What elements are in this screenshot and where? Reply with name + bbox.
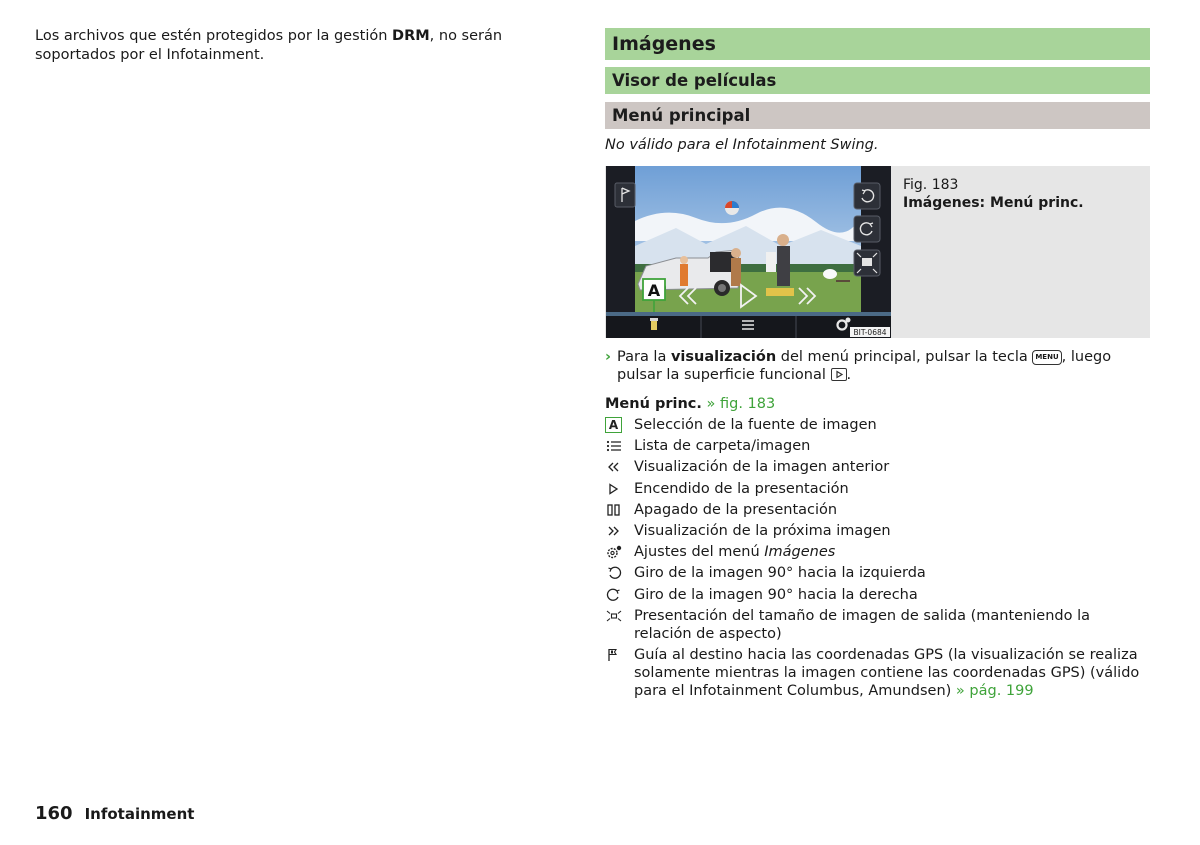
- item-emphasis: Imágenes: [764, 544, 836, 561]
- section-heading-visor: Visor de películas: [605, 67, 1150, 94]
- menu-fig-ref[interactable]: » fig. 183: [701, 396, 776, 412]
- instruction-text-1: Para la: [617, 349, 671, 365]
- item-text: Lista de carpeta/imagen: [634, 438, 811, 455]
- a-marker-icon: A: [605, 417, 622, 433]
- figure-caption: [903, 176, 1084, 212]
- figure-183: [605, 166, 1150, 338]
- menu-key-icon: MENU: [1032, 350, 1061, 365]
- item-text: Giro de la imagen 90° hacia la derecha: [634, 586, 918, 603]
- item-text: Encendido de la presentación: [634, 480, 849, 497]
- item-text: Giro de la imagen 90° hacia la izquierda: [634, 565, 926, 582]
- list-item: [605, 458, 1150, 476]
- instruction-end: .: [846, 367, 852, 383]
- instruction-bold: visualización: [670, 349, 777, 365]
- marker-a-label: A: [647, 281, 661, 300]
- rotate-right-icon: [605, 588, 623, 602]
- item-text: Guía al destino hacia las coordenadas GPS (la visualización se realiza solamente mientras la imagen contiene las coordenadas GPS) (válido para el Infotainment Columbus, Amundsen): [634, 646, 1140, 699]
- instruction-step: [605, 348, 1150, 384]
- list-item: [605, 607, 1150, 643]
- list-item: [605, 543, 1150, 561]
- page-footer: [35, 804, 194, 824]
- right-column: [605, 28, 1150, 703]
- list-item: [605, 586, 1150, 604]
- item-text: Visualización de la próxima imagen: [634, 522, 891, 539]
- section-heading-menu: Menú principal: [605, 102, 1150, 129]
- fit-icon: [605, 609, 623, 623]
- figure-number: Fig. 183: [903, 177, 959, 193]
- pause-icon: [605, 503, 623, 517]
- item-text: Selección de la fuente de imagen: [634, 417, 877, 433]
- drm-text-1: Los archivos que estén protegidos por la gestión: [35, 28, 393, 44]
- instruction-text-2: del menú principal, pulsar la tecla: [776, 349, 1033, 365]
- menu-title: [605, 395, 1150, 413]
- page-ref-link[interactable]: » pág. 199: [951, 682, 1034, 699]
- settings-icon: [605, 545, 623, 559]
- item-text: Presentación del tamaño de imagen de salida (manteniendo la relación de aspecto): [634, 607, 1090, 642]
- rotate-left-icon: [605, 566, 623, 580]
- item-text: Visualización de la imagen anterior: [634, 459, 890, 476]
- instruction-text-3: , luego pulsar la superficie funcional: [617, 349, 1112, 383]
- footer-section: Infotainment: [84, 805, 195, 823]
- section-heading-imagenes: Imágenes: [605, 28, 1150, 60]
- list-item: [605, 480, 1150, 498]
- page-number: 160: [35, 803, 73, 824]
- list-item: [605, 501, 1150, 519]
- list-icon: [605, 439, 623, 453]
- list-item: [605, 564, 1150, 582]
- drm-text-2: , no serán soportados por el Infotainment.: [35, 28, 503, 63]
- list-item: [605, 646, 1150, 700]
- step-arrow-icon: ›: [605, 349, 611, 365]
- menu-title-text: Menú princ.: [605, 396, 702, 412]
- menu-items-list: [605, 416, 1150, 700]
- forward-icon: [605, 524, 623, 538]
- drm-bold: DRM: [392, 28, 430, 44]
- item-text: Ajustes del menú: [634, 544, 765, 561]
- figure-code: BIT-0684: [853, 328, 887, 337]
- figure-title: Imágenes: Menú princ.: [903, 195, 1084, 211]
- drm-note: [35, 27, 565, 65]
- list-item: [605, 522, 1150, 540]
- list-item: [605, 416, 1150, 434]
- item-text: Apagado de la presentación: [634, 501, 838, 518]
- infotainment-screen: [606, 166, 891, 338]
- play-icon: [605, 482, 623, 496]
- screen-photo: [606, 166, 891, 338]
- images-button-icon: [831, 368, 847, 381]
- rewind-icon: [605, 460, 623, 474]
- list-item: [605, 437, 1150, 455]
- flag-icon: [605, 648, 623, 662]
- validity-note: No válido para el Infotainment Swing.: [605, 137, 879, 153]
